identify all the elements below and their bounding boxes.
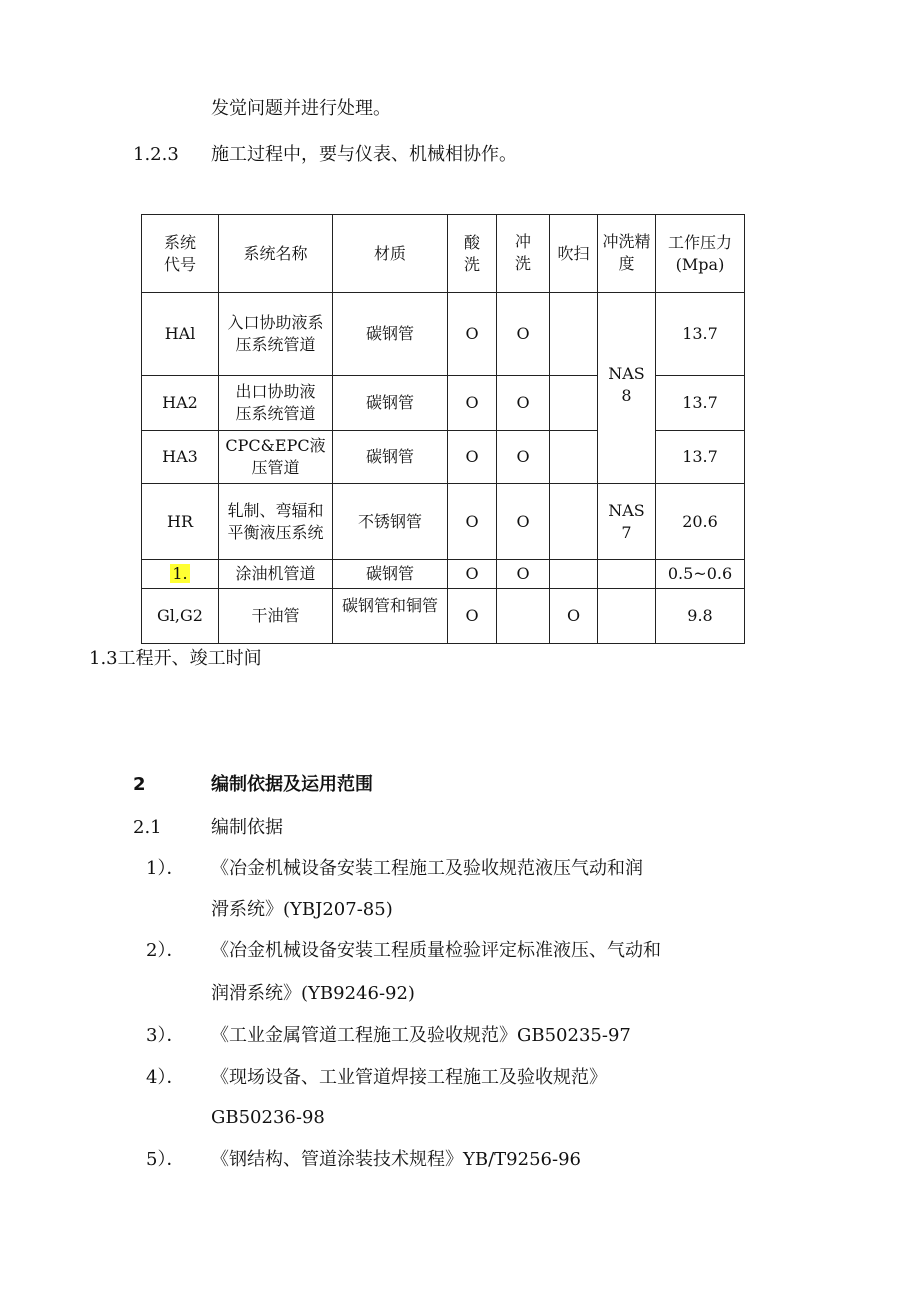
cell-purge [550, 293, 598, 376]
reference-text: 《冶金机械设备安装工程施工及验收规范液压气动和润 [211, 858, 643, 879]
header-code: 系统 代号 [142, 215, 219, 293]
intro-line: 发觉问题并进行处理。 [211, 98, 391, 119]
cell-flush: O [497, 293, 550, 376]
reference-text: 润滑系统》(YB9246-92) [211, 983, 415, 1004]
cell-flush: O [497, 376, 550, 431]
cell-precision-merged: NAS 8 [598, 293, 656, 484]
reference-text: 滑系统》(YBJ207-85) [211, 899, 393, 920]
reference-text: 《现场设备、工业管道焊接工程施工及验收规范》 [211, 1067, 607, 1088]
cell-material: 碳钢管 [333, 431, 448, 484]
reference-number: 1）． [146, 858, 185, 879]
cell-pressure: 13.7 [656, 293, 745, 376]
cell-acid: O [448, 560, 497, 589]
cell-pressure: 0.5~0.6 [656, 560, 745, 589]
cell-material: 碳钢管 [333, 293, 448, 376]
section-2-number: 2 [133, 774, 146, 795]
cell-purge [550, 431, 598, 484]
cell-code [142, 560, 219, 589]
cell-code: Gl,G2 [142, 589, 219, 644]
cell-acid: O [448, 293, 497, 376]
cell-flush: O [497, 560, 550, 589]
cell-name: 涂油机管道 [219, 560, 333, 589]
table-row [142, 589, 745, 644]
cell-material: 不锈钢管 [333, 484, 448, 560]
cell-code: HA2 [142, 376, 219, 431]
highlighted-code: 1. [172, 564, 188, 583]
reference-number: 3）． [146, 1025, 185, 1046]
table-row [142, 484, 745, 560]
cell-purge [550, 484, 598, 560]
cell-flush: O [497, 431, 550, 484]
header-flush: 冲 洗 [497, 215, 550, 293]
reference-text: 《冶金机械设备安装工程质量检验评定标准液压、气动和 [211, 940, 661, 961]
item-number: 1.2.3 [133, 144, 179, 165]
cell-name: 入口协助液系 压系统管道 [219, 293, 333, 376]
cell-pressure: 9.8 [656, 589, 745, 644]
cell-acid: O [448, 589, 497, 644]
header-precision: 冲洗精 度 [598, 215, 656, 293]
header-acid: 酸 洗 [448, 215, 497, 293]
table-header-row [142, 215, 745, 293]
cell-pressure: 20.6 [656, 484, 745, 560]
cell-name: 出口协助液 压系统管道 [219, 376, 333, 431]
cell-purge [550, 376, 598, 431]
header-pressure: 工作压力 (Mpa) [656, 215, 745, 293]
section-2-1-title: 编制依据 [211, 817, 283, 838]
cell-purge: O [550, 589, 598, 644]
cell-acid: O [448, 376, 497, 431]
cell-precision: NAS 7 [598, 484, 656, 560]
header-name: 系统名称 [219, 215, 333, 293]
system-spec-table [141, 214, 745, 644]
cell-flush [497, 589, 550, 644]
cell-precision [598, 560, 656, 589]
table-row [142, 560, 745, 589]
cell-purge [550, 560, 598, 589]
cell-code: HAl [142, 293, 219, 376]
header-material: 材质 [333, 215, 448, 293]
table-row [142, 293, 745, 376]
cell-precision [598, 589, 656, 644]
cell-material: 碳钢管和铜管 [333, 589, 448, 644]
header-purge: 吹扫 [550, 215, 598, 293]
reference-number: 4）． [146, 1067, 185, 1088]
cell-pressure: 13.7 [656, 376, 745, 431]
reference-text: GB50236-98 [211, 1107, 325, 1128]
cell-flush: O [497, 484, 550, 560]
cell-material: 碳钢管 [333, 376, 448, 431]
cell-material: 碳钢管 [333, 560, 448, 589]
reference-number: 5）． [146, 1149, 185, 1170]
cell-name: 干油管 [219, 589, 333, 644]
section-2-1-number: 2.1 [133, 817, 162, 838]
cell-pressure: 13.7 [656, 431, 745, 484]
reference-text: 《工业金属管道工程施工及验收规范》GB50235-97 [211, 1025, 631, 1046]
reference-text: 《钢结构、管道涂装技术规程》YB/T9256-96 [211, 1149, 581, 1170]
cell-acid: O [448, 484, 497, 560]
item-text: 施工过程中，要与仪表、机械相协作。 [211, 144, 517, 165]
reference-number: 2）． [146, 940, 185, 961]
cell-acid: O [448, 431, 497, 484]
cell-code: HR [142, 484, 219, 560]
cell-name: 轧制、弯辐和 平衡液压系统 [219, 484, 333, 560]
cell-name: CPC&EPC液 压管道 [219, 431, 333, 484]
section-1-3-heading: 1.3工程开、竣工时间 [89, 648, 262, 669]
section-2-title: 编制依据及运用范围 [211, 774, 373, 795]
cell-code: HA3 [142, 431, 219, 484]
